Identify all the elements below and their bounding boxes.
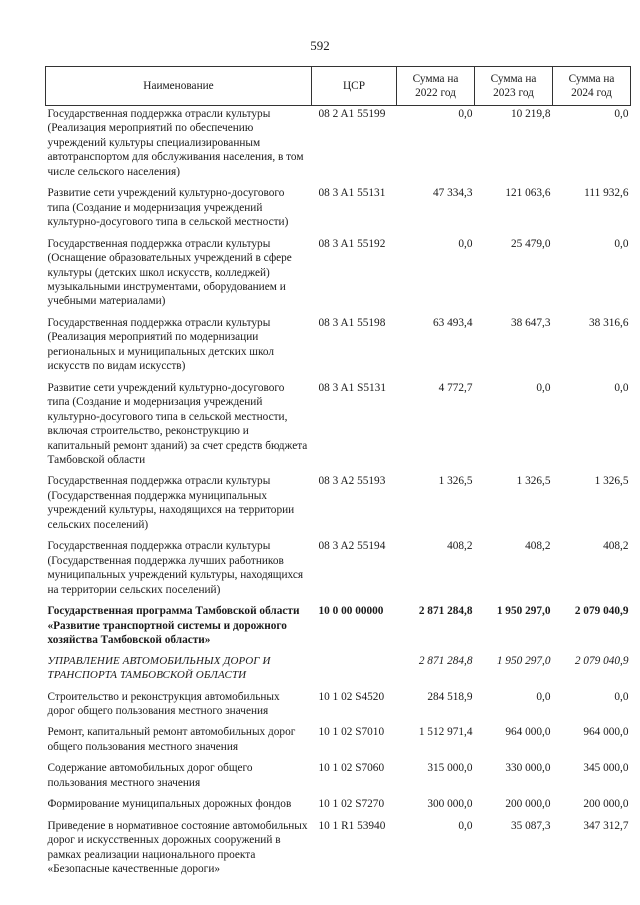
row-sum-2023: 38 647,3: [510, 316, 551, 329]
row-sum-2022: 315 000,0: [427, 762, 473, 775]
row-name: Государственная поддержка отрасли культуры (Государственная поддержка лучших работников муниципальных учреждений культуры, находящихся на территории сельских поселений): [47, 540, 304, 596]
table-row: [46, 689, 631, 725]
row-sum-2022: 63 493,4: [432, 316, 473, 329]
table-row: [46, 380, 631, 474]
row-csr: 10 1 R1 53940: [318, 819, 386, 832]
table-row: [46, 603, 631, 653]
row-sum-2023: 121 063,6: [505, 187, 551, 200]
row-name: Развитие сети учреждений культурно-досугового типа (Создание и модернизация учреждений культурно-досугового типа в сельской местности): [47, 187, 289, 229]
row-sum-2024: 964 000,0: [583, 726, 629, 739]
row-csr: [312, 653, 397, 688]
row-sum-2023: 25 479,0: [510, 237, 551, 250]
table-body: [46, 106, 631, 883]
row-csr: 08 3 A2 55193: [318, 475, 386, 488]
row-name: Государственная поддержка отрасли культуры (Государственная поддержка муниципальных учреждений культуры, находящихся на территории сельских поселений): [47, 475, 295, 531]
row-sum-2024: 345 000,0: [583, 762, 629, 775]
row-sum-2023: 0,0: [536, 381, 551, 394]
row-sum-2024: 347 312,7: [583, 819, 629, 832]
row-name: Строительство и реконструкция автомобильных дорог общего пользования местного значения: [47, 690, 280, 718]
row-name: Государственная поддержка отрасли культуры (Реализация мероприятий по обеспечению учреждений культуры специализированным автотранспортом для обслуживания населения, в том числе сельского населения): [47, 108, 304, 178]
row-name: Ремонт, капитальный ремонт автомобильных дорог общего пользования местного значения: [47, 726, 296, 753]
table-row: [46, 106, 631, 186]
table-row: [46, 538, 631, 603]
header-sum-2024: Сумма на 2024 год: [553, 67, 631, 106]
page-number: 592: [310, 38, 330, 53]
row-name: Государственная поддержка отрасли культуры (Реализация мероприятий по модернизации региональных и муниципальных детских школ искусств по видам искусств): [47, 316, 275, 373]
row-csr: 10 1 02 S7010: [318, 726, 385, 739]
row-name: Содержание автомобильных дорог общего пользования местного значения: [47, 762, 253, 789]
row-sum-2022: 47 334,3: [432, 187, 473, 200]
row-sum-2024: 0,0: [614, 381, 629, 394]
row-name: УПРАВЛЕНИЕ АВТОМОБИЛЬНЫХ ДОРОГ И ТРАНСПОРТА ТАМБОВСКОЙ ОБЛАСТИ: [47, 655, 271, 682]
row-csr: 10 1 02 S7060: [318, 762, 385, 775]
row-sum-2024: 2 079 040,9: [574, 655, 629, 668]
row-sum-2022: 0,0: [458, 108, 473, 120]
row-sum-2022: 0,0: [458, 819, 473, 832]
row-name: Государственная поддержка отрасли культуры (Оснащение образовательных учреждений в сфере культуры (детских школ искусств, колледжей) музыкальными инструментами, оборудованием и учебными материалами): [47, 237, 292, 308]
row-sum-2024: 111 932,6: [584, 187, 629, 200]
row-sum-2022: 0,0: [458, 237, 473, 250]
header-csr: ЦСР: [312, 67, 397, 106]
row-sum-2022: 284 518,9: [427, 690, 473, 703]
table-row: [46, 818, 631, 883]
row-sum-2024: 1 326,5: [594, 475, 629, 488]
row-sum-2022: 2 871 284,8: [418, 655, 473, 668]
row-sum-2024: 200 000,0: [583, 798, 629, 811]
header-row: [46, 67, 631, 106]
row-csr: 08 3 A1 55198: [318, 316, 386, 329]
row-name: Приведение в нормативное состояние автомобильных дорог и искусственных дорожных сооружений в рамках реализации национального проекта «Безопасные качественные дороги»: [47, 819, 308, 876]
row-name: Государственная программа Тамбовской области «Развитие транспортной системы и дорожного хозяйства Тамбовской области»: [47, 605, 300, 646]
table-row: [46, 473, 631, 538]
row-csr: 08 3 A2 55194: [318, 540, 386, 553]
row-sum-2024: 2 079 040,9: [574, 605, 629, 618]
row-sum-2023: 10 219,8: [510, 108, 551, 120]
row-csr: 10 1 02 S7270: [318, 798, 385, 811]
table-row: [46, 315, 631, 380]
row-sum-2023: 408,2: [525, 540, 551, 553]
row-sum-2022: 300 000,0: [427, 798, 473, 811]
table-row: [46, 796, 631, 817]
budget-table: [45, 66, 631, 883]
row-sum-2022: 1 326,5: [438, 475, 473, 488]
row-sum-2023: 964 000,0: [505, 726, 551, 739]
row-sum-2022: 2 871 284,8: [418, 605, 473, 618]
row-sum-2022: 4 772,7: [438, 381, 473, 394]
row-sum-2022: 1 512 971,4: [418, 726, 473, 739]
table-row: [46, 653, 631, 688]
row-name: Формирование муниципальных дорожных фондов: [47, 798, 292, 811]
table-row: [46, 724, 631, 760]
table-header: [46, 67, 631, 106]
row-csr: 10 0 00 00000: [318, 605, 384, 618]
row-sum-2024: 408,2: [603, 540, 629, 553]
row-csr: 08 3 A1 55131: [318, 187, 386, 200]
row-sum-2023: 0,0: [536, 690, 551, 703]
row-sum-2023: 200 000,0: [505, 798, 551, 811]
header-sum-2022: Сумма на 2022 год: [397, 67, 475, 106]
row-sum-2023: 1 950 297,0: [496, 655, 551, 668]
row-sum-2024: 38 316,6: [588, 316, 629, 329]
row-sum-2023: 330 000,0: [505, 762, 551, 775]
row-sum-2024: 0,0: [614, 690, 629, 703]
row-name: Развитие сети учреждений культурно-досугового типа (Создание и модернизация учреждений культурно-досугового типа в сельской местности, включая строительство, реконструкцию и капитальный ремонт зданий) за счет средств бюджета Тамбовской области: [47, 381, 308, 466]
row-csr: 08 3 A1 S5131: [318, 381, 386, 394]
row-sum-2024: 0,0: [614, 108, 629, 120]
row-sum-2024: 0,0: [614, 237, 629, 250]
row-sum-2023: 1 950 297,0: [496, 605, 551, 618]
row-csr: 08 2 A1 55199: [318, 108, 386, 120]
row-sum-2023: 35 087,3: [510, 819, 551, 832]
table-row: [46, 185, 631, 235]
table-row: [46, 760, 631, 796]
row-sum-2023: 1 326,5: [516, 475, 551, 488]
row-csr: 08 3 A1 55192: [318, 237, 386, 250]
row-sum-2022: 408,2: [447, 540, 473, 553]
header-name: Наименование: [46, 67, 312, 106]
row-csr: 10 1 02 S4520: [318, 690, 385, 703]
table-row: [46, 236, 631, 315]
header-sum-2023: Сумма на 2023 год: [475, 67, 553, 106]
